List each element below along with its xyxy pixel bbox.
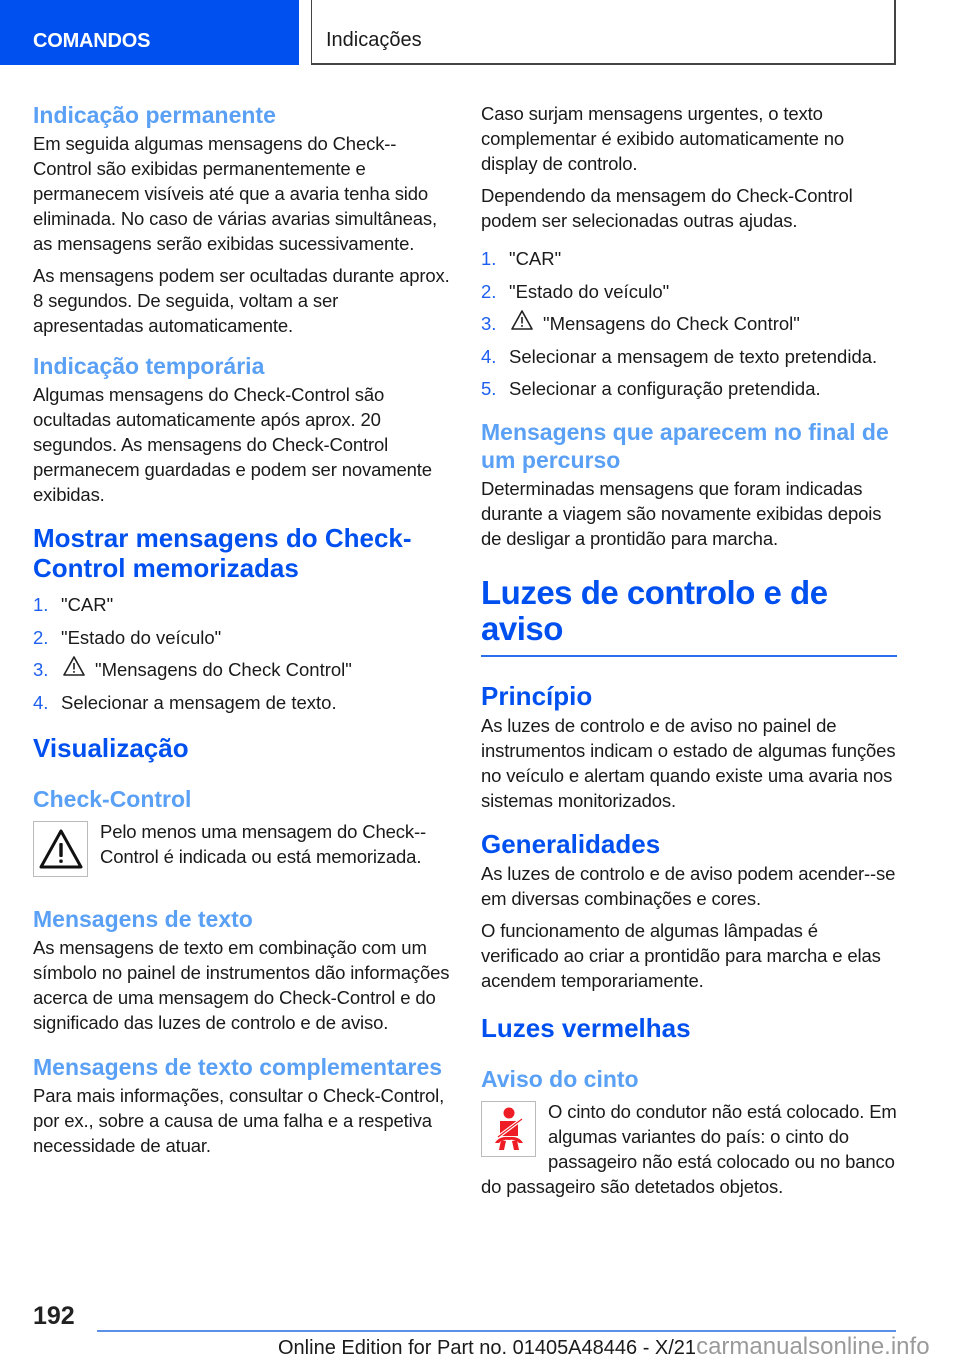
check-control-warning-icon	[33, 821, 88, 877]
seatbelt-icon	[481, 1101, 536, 1157]
check-control-description: Pelo menos uma mensagem do Check--Control é indicada ou está memorizada.	[100, 821, 426, 867]
heading-check-control: Check-Control	[33, 786, 192, 812]
paragraph: Em seguida algumas mensagens do Check--Control são exibidas permanentemente e permanecem visíveis até que a avaria tenha sido eliminada. No caso de várias avarias simultâneas, as mensagens serão exibidas sucessivamente.	[33, 133, 437, 254]
topic-box	[311, 0, 896, 65]
heading-show-stored: Mostrar mensagens do Check-Control memorizadas	[33, 523, 412, 583]
list-item: 4. Selecionar a mensagem de texto.	[33, 691, 337, 713]
heading-red-lights: Luzes vermelhas	[481, 1012, 691, 1043]
list-item: 5. Selecionar a configuração pretendida.	[481, 378, 821, 399]
heading-permanent: Indicação permanente	[33, 102, 276, 128]
right-column	[481, 101, 897, 1206]
topic-label: Indicações	[326, 29, 422, 51]
footer-divider	[97, 1330, 896, 1332]
paragraph: Para mais informações, consultar o Check-Control, por ex., sobre a causa de uma falha e a respetiva necessidade de atuar.	[33, 1085, 445, 1156]
warning-triangle-icon	[63, 654, 85, 687]
list-item: 3. "Mensagens do Check Control"	[481, 308, 897, 341]
list-item: 3. "Mensagens do Check Control"	[33, 654, 453, 687]
paragraph: As mensagens de texto em combinação com um símbolo no painel de instrumentos dão informações acerca de uma mensagem do Check-Control e do significado das luzes de controlo e de aviso.	[33, 937, 450, 1033]
heading-temporary: Indicação temporária	[33, 353, 265, 379]
steps-list	[33, 589, 453, 719]
watermark: carmanualsonline.info	[696, 1333, 930, 1360]
list-item: 4. Selecionar a mensagem de texto pretendida.	[481, 345, 878, 367]
warning-triangle-icon	[511, 308, 533, 341]
heading-principle: Princípio	[481, 680, 593, 711]
section-label: COMANDOS	[33, 30, 151, 52]
paragraph: O funcionamento de algumas lâmpadas é verificado ao criar a prontidão para marcha e elas acendem temporariamente.	[481, 919, 881, 991]
list-item: 1. "CAR"	[33, 594, 114, 615]
left-column	[33, 101, 453, 1165]
list-item: 2. "Estado do veículo"	[33, 626, 222, 648]
heading-visualization: Visualização	[33, 733, 189, 763]
paragraph: As mensagens podem ser ocultadas durante aprox. 8 segundos. De seguida, voltam a ser apresentadas automaticamente.	[33, 265, 450, 336]
heading-end-of-trip: Mensagens que aparecem no final de um percurso	[481, 418, 889, 473]
paragraph: As luzes de controlo e de aviso no painel de instrumentos indicam o estado de algumas funções no veículo e alertam quando existe uma avaria nos sistemas monitorizados.	[481, 714, 896, 811]
heading-complementary-messages: Mensagens de texto complementares	[33, 1054, 443, 1080]
paragraph: Caso surjam mensagens urgentes, o texto complementar é exibido automaticamente no display de controlo.	[481, 103, 845, 174]
check-control-row	[33, 819, 453, 877]
steps-list	[481, 243, 897, 406]
paragraph: Dependendo da mensagem do Check-Control podem ser selecionadas outras ajudas.	[481, 185, 853, 231]
list-item: 2. "Estado do veículo"	[481, 280, 670, 302]
section-tab	[0, 0, 299, 65]
seatbelt-description: O cinto do condutor não está colocado. Em algumas variantes do país: o cinto do passageiro não está colocado ou no banco do passageiro são detetados objetos.	[481, 1100, 897, 1197]
chapter-title: Luzes de controlo e de aviso	[481, 575, 897, 657]
heading-seatbelt-warning: Aviso do cinto	[481, 1065, 639, 1092]
paragraph: As luzes de controlo e de aviso podem acender--se em diversas combinações e cores.	[481, 862, 896, 909]
edition-text: Online Edition for Part no. 01405A48446 - X/21	[278, 1337, 697, 1359]
heading-text-messages: Mensagens de texto	[33, 906, 253, 932]
list-item: 1. "CAR"	[481, 248, 562, 269]
paragraph: Algumas mensagens do Check-Control são ocultadas automaticamente após aprox. 20 segundos. As mensagens do Check-Control permanecem guardadas e podem ser novamente exibidas.	[33, 384, 432, 505]
heading-general: Generalidades	[481, 828, 661, 859]
page-number: 192	[33, 1302, 75, 1330]
footer-edition	[278, 1333, 930, 1361]
seatbelt-row	[481, 1099, 897, 1199]
paragraph: Determinadas mensagens que foram indicadas durante a viagem são novamente exibidas depois de desligar a prontidão para marcha.	[481, 477, 882, 549]
